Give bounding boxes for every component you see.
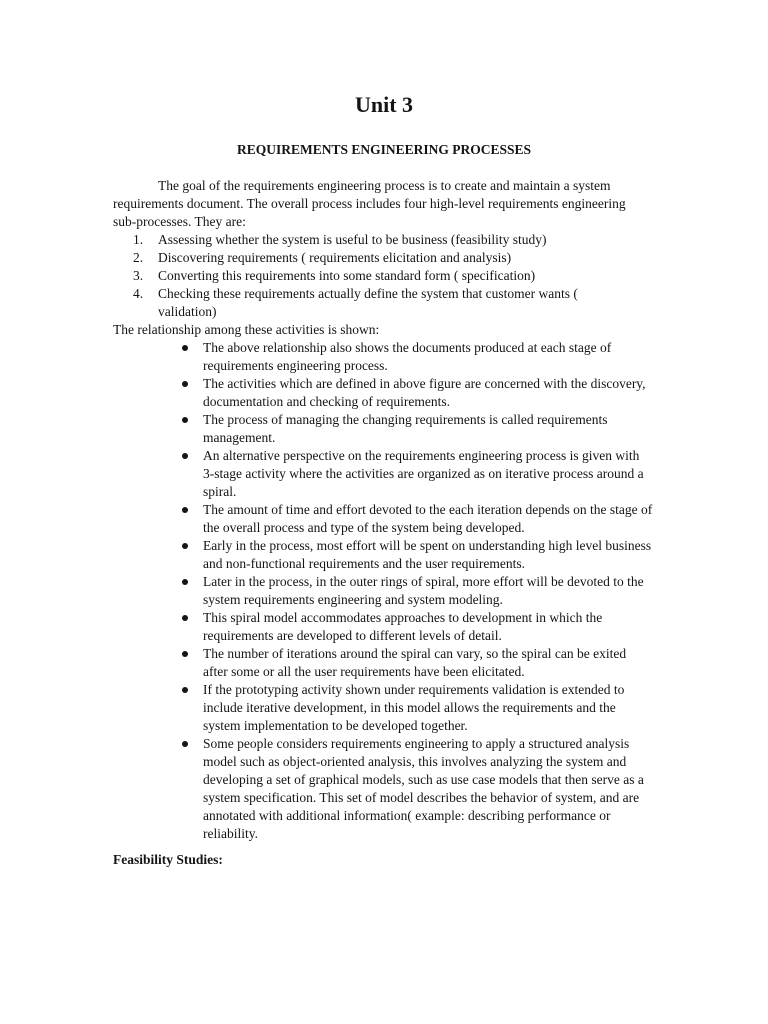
sub-process-list — [113, 231, 653, 321]
list-item — [113, 249, 653, 267]
bullet-item — [113, 645, 653, 681]
document-body — [113, 177, 653, 843]
bullet-item — [113, 681, 653, 735]
bullet-dot-icon — [182, 507, 188, 513]
list-number: 2. — [133, 250, 144, 265]
bullet-list — [113, 339, 653, 843]
bullet-dot-icon — [182, 615, 188, 621]
list-item-text: Converting this requirements into some standard form ( specification) — [158, 268, 536, 283]
bullet-text: Some people considers requirements engineering to apply a structured analysis model such as object-oriented analysis, this involves analyzing the system and developing a set of graphical models, such as use case models that then serve as a system specification. This set of model describes the behavior of system, and are annotated with additional information( example: describing performance or reliability. — [203, 736, 644, 841]
bullet-item — [113, 609, 653, 645]
list-number: 3. — [133, 268, 144, 283]
bullet-item — [113, 537, 653, 573]
list-item-text: Discovering requirements ( requirements elicitation and analysis) — [158, 250, 512, 265]
bullet-text: Early in the process, most effort will be spent on understanding high level business and non-functional requirements and the user requirements. — [203, 538, 652, 571]
bullet-text: The process of managing the changing requirements is called requirements management. — [203, 412, 608, 445]
relationship-line: The relationship among these activities is shown: — [113, 322, 380, 337]
intro-paragraph: The goal of the requirements engineering process is to create and maintain a system requirements document. The overall process includes four high-level requirements engineering sub-processes. They are: — [113, 178, 626, 229]
bullet-item — [113, 501, 653, 537]
bullet-text: If the prototyping activity shown under requirements validation is extended to include iterative development, in this model allows the requirements and the system implementation to be developed together. — [203, 682, 625, 733]
bullet-dot-icon — [182, 345, 188, 351]
bullet-dot-icon — [182, 741, 188, 747]
bullet-dot-icon — [182, 417, 188, 423]
bullet-item — [113, 339, 653, 375]
bullet-text: The amount of time and effort devoted to the each iteration depends on the stage of the overall process and type of the system being developed. — [203, 502, 653, 535]
bullet-dot-icon — [182, 453, 188, 459]
list-item-text: Assessing whether the system is useful to be business (feasibility study) — [158, 232, 547, 247]
bullet-item — [113, 573, 653, 609]
list-number: 4. — [133, 286, 144, 301]
bullet-text: An alternative perspective on the requirements engineering process is given with 3-stage activity where the activities are organized as on iterative process around a spiral. — [203, 448, 644, 499]
bullet-dot-icon — [182, 543, 188, 549]
unit-title: Unit 3 — [354, 92, 414, 117]
list-item — [113, 231, 653, 249]
section-heading: REQUIREMENTS ENGINEERING PROCESSES — [236, 142, 532, 157]
bullet-dot-icon — [182, 579, 188, 585]
bullet-item — [113, 411, 653, 447]
bullet-dot-icon — [182, 381, 188, 387]
bullet-text: The number of iterations around the spiral can vary, so the spiral can be exited after some or all the user requirements have been elicitated. — [203, 646, 627, 679]
bullet-item — [113, 735, 653, 843]
bullet-text: This spiral model accommodates approaches to development in which the requirements are developed to different levels of detail. — [203, 610, 603, 643]
bullet-text: The above relationship also shows the documents produced at each stage of requirements engineering process. — [203, 340, 612, 373]
list-item-text: Checking these requirements actually define the system that customer wants ( validation) — [158, 286, 578, 319]
feasibility-heading: Feasibility Studies: — [113, 852, 223, 867]
list-item — [113, 267, 653, 285]
list-item — [113, 285, 653, 321]
bullet-dot-icon — [182, 687, 188, 693]
bullet-item — [113, 447, 653, 501]
bullet-item — [113, 375, 653, 411]
bullet-text: The activities which are defined in above figure are concerned with the discovery, documentation and checking of requirements. — [203, 376, 646, 409]
bullet-dot-icon — [182, 651, 188, 657]
list-number: 1. — [133, 232, 144, 247]
bullet-text: Later in the process, in the outer rings of spiral, more effort will be devoted to the system requirements engineering and system modeling. — [203, 574, 644, 607]
